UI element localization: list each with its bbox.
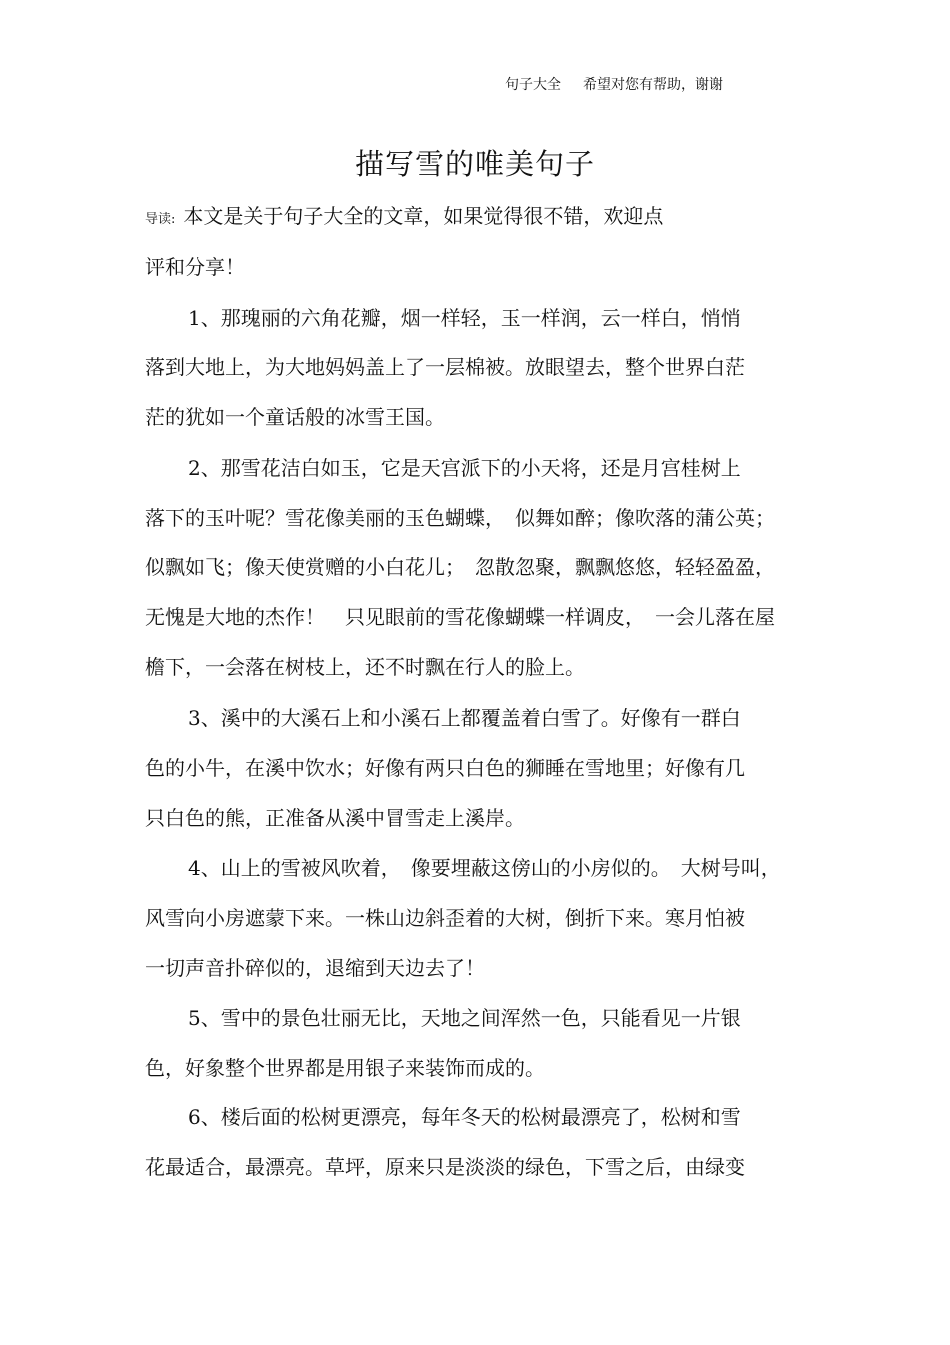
paragraph-2-line-1: 2、那雪花洁白如玉，它是天宫派下的小天将，还是月宫桂树上: [188, 456, 741, 480]
paragraph-2-line-4: 无愧是大地的杰作！ 只见眼前的雪花像蝴蝶一样调皮， 一会儿落在屋: [145, 605, 775, 629]
paragraph-4-line-1: 4、山上的雪被风吹着， 像要埋蔽这傍山的小房似的。 大树号叫，: [188, 856, 781, 880]
paragraph-1-line-2: 落到大地上，为大地妈妈盖上了一层棉被。放眼望去，整个世界白茫: [145, 355, 745, 379]
paragraph-6-line-1: 6、楼后面的松树更漂亮，每年冬天的松树最漂亮了，松树和雪: [188, 1105, 741, 1129]
paragraph-6-line-2: 花最适合，最漂亮。草坪，原来只是淡淡的绿色，下雪之后，由绿变: [145, 1155, 745, 1179]
paragraph-5-line-1: 5、雪中的景色壮丽无比，天地之间浑然一色，只能看见一片银: [188, 1006, 741, 1030]
intro-label: 导读:: [145, 212, 176, 227]
paragraph-3-line-2: 色的小牛，在溪中饮水；好像有两只白色的狮睡在雪地里；好像有几: [145, 756, 745, 780]
intro-line-2: 评和分享！: [145, 255, 245, 279]
intro-line-1: [145, 206, 663, 226]
document-title: 描写雪的唯美句子: [354, 147, 595, 181]
paragraph-2-line-3: 似飘如飞；像天使赏赠的小白花儿； 忽散忽聚，飘飘悠悠，轻轻盈盈，: [145, 555, 775, 579]
paragraph-4-line-3: 一切声音扑碎似的，退缩到天边去了！: [145, 956, 485, 980]
header-left-text: 句子大全: [505, 77, 561, 93]
paragraph-5-line-2: 色，好象整个世界都是用银子来装饰而成的。: [145, 1056, 545, 1080]
paragraph-4-line-2: 风雪向小房遮蒙下来。一株山边斜歪着的大树，倒折下来。寒月怕被: [145, 906, 745, 930]
paragraph-1-line-3: 茫的犹如一个童话般的冰雪王国。: [145, 405, 445, 429]
page-header: [505, 74, 723, 94]
paragraph-3-line-1: 3、溪中的大溪石上和小溪石上都覆盖着白雪了。好像有一群白: [188, 706, 741, 730]
paragraph-2-line-2: 落下的玉叶呢？雪花像美丽的玉色蝴蝶， 似舞如醉；像吹落的蒲公英；: [145, 506, 775, 530]
paragraph-1-line-1: 1、那瑰丽的六角花瓣，烟一样轻，玉一样润，云一样白，悄悄: [188, 306, 741, 330]
intro-text-1: 本文是关于句子大全的文章，如果觉得很不错，欢迎点: [183, 204, 664, 228]
header-right-text: 希望对您有帮助，谢谢: [583, 77, 723, 93]
paragraph-2-line-5: 檐下，一会落在树枝上，还不时飘在行人的脸上。: [145, 655, 585, 679]
paragraph-3-line-3: 只白色的熊，正准备从溪中冒雪走上溪岸。: [145, 806, 525, 830]
